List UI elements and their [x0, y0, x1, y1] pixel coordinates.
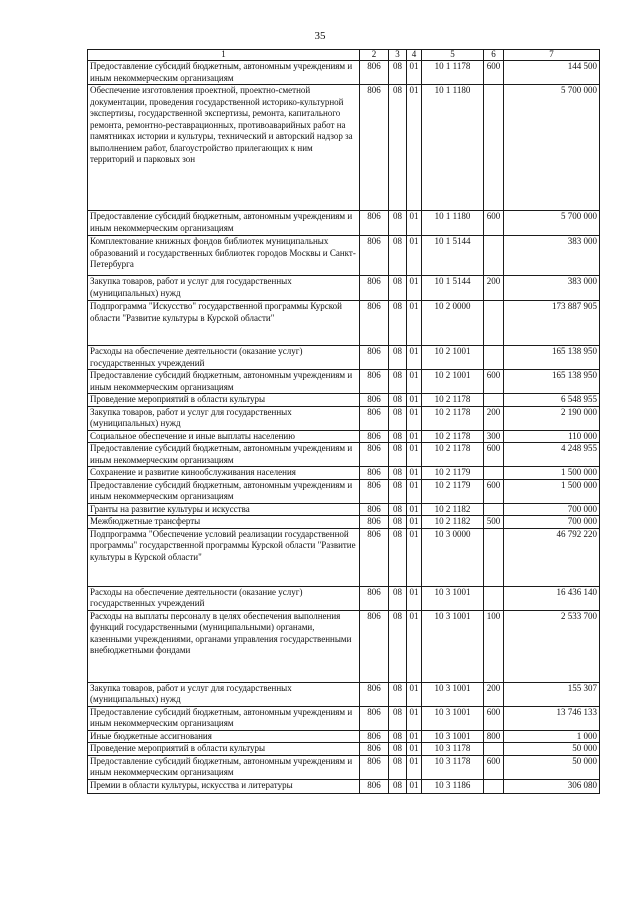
table-row	[88, 406, 600, 430]
section-code-cell: 08	[389, 682, 407, 706]
table-row	[88, 211, 600, 236]
table-row	[88, 61, 600, 85]
subsection-code-cell: 01	[407, 346, 422, 370]
subsection-code-cell: 01	[407, 301, 422, 346]
target-article-cell: 10 3 1001	[422, 682, 484, 706]
subsection-code-cell: 01	[407, 610, 422, 682]
amount-cell: 50 000	[504, 743, 600, 756]
row-name-cell: Межбюджетные трансферты	[88, 516, 360, 529]
row-name-cell: Иные бюджетные ассигнования	[88, 730, 360, 743]
section-code-cell: 08	[389, 586, 407, 610]
table-header-row	[88, 50, 600, 61]
target-article-cell: 10 1 5144	[422, 276, 484, 301]
expense-type-cell: 600	[484, 479, 504, 503]
ministry-code-cell: 806	[360, 346, 389, 370]
target-article-cell: 10 2 1001	[422, 346, 484, 370]
target-article-cell: 10 3 1178	[422, 743, 484, 756]
subsection-code-cell: 01	[407, 430, 422, 443]
expense-type-cell: 600	[484, 755, 504, 779]
section-code-cell: 08	[389, 755, 407, 779]
subsection-code-cell: 01	[407, 682, 422, 706]
amount-cell: 4 248 955	[504, 443, 600, 467]
table-row	[88, 706, 600, 730]
ministry-code-cell: 806	[360, 682, 389, 706]
expense-type-cell	[484, 394, 504, 407]
subsection-code-cell: 01	[407, 479, 422, 503]
subsection-code-cell: 01	[407, 394, 422, 407]
table-row	[88, 610, 600, 682]
subsection-code-cell: 01	[407, 516, 422, 529]
amount-cell: 13 746 133	[504, 706, 600, 730]
section-code-cell: 08	[389, 730, 407, 743]
target-article-cell: 10 2 1178	[422, 430, 484, 443]
ministry-code-cell: 806	[360, 467, 389, 480]
row-name-cell: Проведение мероприятий в области культуры	[88, 394, 360, 407]
budget-table	[87, 49, 600, 794]
table-row	[88, 682, 600, 706]
ministry-code-cell: 806	[360, 503, 389, 516]
target-article-cell: 10 2 1179	[422, 479, 484, 503]
column-header-7: 7	[504, 50, 600, 61]
expense-type-cell	[484, 528, 504, 586]
ministry-code-cell: 806	[360, 276, 389, 301]
column-header-3: 3	[389, 50, 407, 61]
table-row	[88, 467, 600, 480]
amount-cell: 383 000	[504, 276, 600, 301]
subsection-code-cell: 01	[407, 85, 422, 211]
section-code-cell: 08	[389, 394, 407, 407]
ministry-code-cell: 806	[360, 516, 389, 529]
row-name-cell: Социальное обеспечение и иные выплаты населению	[88, 430, 360, 443]
amount-cell: 50 000	[504, 755, 600, 779]
table-row	[88, 755, 600, 779]
subsection-code-cell: 01	[407, 503, 422, 516]
row-name-cell: Комплектование книжных фондов библиотек муниципальных образований и государственных библиотек городов Москвы и Санкт-Петербурга	[88, 236, 360, 276]
expense-type-cell: 600	[484, 61, 504, 85]
subsection-code-cell: 01	[407, 755, 422, 779]
target-article-cell: 10 2 1182	[422, 503, 484, 516]
target-article-cell: 10 3 0000	[422, 528, 484, 586]
table-row	[88, 301, 600, 346]
amount-cell: 2 190 000	[504, 406, 600, 430]
subsection-code-cell: 01	[407, 730, 422, 743]
row-name-cell: Закупка товаров, работ и услуг для государственных (муниципальных) нужд	[88, 276, 360, 301]
target-article-cell: 10 2 0000	[422, 301, 484, 346]
amount-cell: 16 436 140	[504, 586, 600, 610]
ministry-code-cell: 806	[360, 370, 389, 394]
target-article-cell: 10 2 1178	[422, 394, 484, 407]
section-code-cell: 08	[389, 85, 407, 211]
table-row	[88, 443, 600, 467]
section-code-cell: 08	[389, 61, 407, 85]
target-article-cell: 10 2 1182	[422, 516, 484, 529]
section-code-cell: 08	[389, 779, 407, 793]
target-article-cell: 10 3 1001	[422, 706, 484, 730]
row-name-cell: Предоставление субсидий бюджетным, автономным учреждениям и иным некоммерческим организациям	[88, 706, 360, 730]
amount-cell: 700 000	[504, 516, 600, 529]
table-row	[88, 370, 600, 394]
amount-cell: 165 138 950	[504, 370, 600, 394]
table-row	[88, 479, 600, 503]
section-code-cell: 08	[389, 610, 407, 682]
ministry-code-cell: 806	[360, 406, 389, 430]
expense-type-cell	[484, 779, 504, 793]
section-code-cell: 08	[389, 346, 407, 370]
section-code-cell: 08	[389, 479, 407, 503]
row-name-cell: Премии в области культуры, искусства и литературы	[88, 779, 360, 793]
expense-type-cell: 600	[484, 211, 504, 236]
column-header-4: 4	[407, 50, 422, 61]
subsection-code-cell: 01	[407, 406, 422, 430]
amount-cell: 165 138 950	[504, 346, 600, 370]
ministry-code-cell: 806	[360, 743, 389, 756]
target-article-cell: 10 2 1178	[422, 443, 484, 467]
expense-type-cell	[484, 743, 504, 756]
table-body	[88, 61, 600, 794]
table-row	[88, 394, 600, 407]
table-row	[88, 528, 600, 586]
target-article-cell: 10 2 1178	[422, 406, 484, 430]
section-code-cell: 08	[389, 443, 407, 467]
ministry-code-cell: 806	[360, 706, 389, 730]
subsection-code-cell: 01	[407, 467, 422, 480]
expense-type-cell: 500	[484, 516, 504, 529]
subsection-code-cell: 01	[407, 370, 422, 394]
section-code-cell: 08	[389, 503, 407, 516]
row-name-cell: Закупка товаров, работ и услуг для государственных (муниципальных) нужд	[88, 406, 360, 430]
amount-cell: 5 700 000	[504, 211, 600, 236]
target-article-cell: 10 2 1001	[422, 370, 484, 394]
subsection-code-cell: 01	[407, 276, 422, 301]
row-name-cell: Предоставление субсидий бюджетным, автономным учреждениям и иным некоммерческим организациям	[88, 61, 360, 85]
row-name-cell: Обеспечение изготовления проектной, проектно-сметной документации, проведения государственной историко-культурной экспертизы, государственной экспертизы, ремонта, капитального ремонта, ремонтно-реставрационных, противоаварийных работ на памятниках истории и культуры, технический и авторский надзор за выполнением работ, благоустройство прилегающих к ним территорий и парковых зон	[88, 85, 360, 211]
section-code-cell: 08	[389, 743, 407, 756]
ministry-code-cell: 806	[360, 479, 389, 503]
table-row	[88, 503, 600, 516]
column-header-6: 6	[484, 50, 504, 61]
expense-type-cell: 200	[484, 682, 504, 706]
subsection-code-cell: 01	[407, 61, 422, 85]
expense-type-cell: 800	[484, 730, 504, 743]
row-name-cell: Предоставление субсидий бюджетным, автономным учреждениям и иным некоммерческим организациям	[88, 479, 360, 503]
row-name-cell: Подпрограмма "Обеспечение условий реализации государственной программы" государственной программы Курской области "Развитие культуры в Курской области"	[88, 528, 360, 586]
subsection-code-cell: 01	[407, 443, 422, 467]
section-code-cell: 08	[389, 516, 407, 529]
table-row	[88, 779, 600, 793]
ministry-code-cell: 806	[360, 394, 389, 407]
ministry-code-cell: 806	[360, 779, 389, 793]
expense-type-cell	[484, 85, 504, 211]
table-row	[88, 516, 600, 529]
section-code-cell: 08	[389, 706, 407, 730]
target-article-cell: 10 3 1001	[422, 610, 484, 682]
ministry-code-cell: 806	[360, 755, 389, 779]
row-name-cell: Расходы на обеспечение деятельности (оказание услуг) государственных учреждений	[88, 346, 360, 370]
subsection-code-cell: 01	[407, 779, 422, 793]
amount-cell: 6 548 955	[504, 394, 600, 407]
row-name-cell: Расходы на обеспечение деятельности (оказание услуг) государственных учреждений	[88, 586, 360, 610]
section-code-cell: 08	[389, 528, 407, 586]
row-name-cell: Предоставление субсидий бюджетным, автономным учреждениям и иным некоммерческим организациям	[88, 370, 360, 394]
expense-type-cell	[484, 346, 504, 370]
amount-cell: 383 000	[504, 236, 600, 276]
page-number: 35	[314, 30, 326, 42]
subsection-code-cell: 01	[407, 528, 422, 586]
subsection-code-cell: 01	[407, 211, 422, 236]
expense-type-cell: 100	[484, 610, 504, 682]
amount-cell: 155 307	[504, 682, 600, 706]
row-name-cell: Предоставление субсидий бюджетным, автономным учреждениям и иным некоммерческим организациям	[88, 211, 360, 236]
amount-cell: 1 500 000	[504, 467, 600, 480]
amount-cell: 46 792 220	[504, 528, 600, 586]
table-row	[88, 85, 600, 211]
table-row	[88, 346, 600, 370]
ministry-code-cell: 806	[360, 211, 389, 236]
amount-cell: 173 887 905	[504, 301, 600, 346]
section-code-cell: 08	[389, 370, 407, 394]
target-article-cell: 10 1 1178	[422, 61, 484, 85]
row-name-cell: Предоставление субсидий бюджетным, автономным учреждениям и иным некоммерческим организациям	[88, 755, 360, 779]
subsection-code-cell: 01	[407, 743, 422, 756]
ministry-code-cell: 806	[360, 443, 389, 467]
expense-type-cell	[484, 301, 504, 346]
row-name-cell: Проведение мероприятий в области культуры	[88, 743, 360, 756]
section-code-cell: 08	[389, 406, 407, 430]
target-article-cell: 10 1 1180	[422, 85, 484, 211]
section-code-cell: 08	[389, 467, 407, 480]
target-article-cell: 10 1 5144	[422, 236, 484, 276]
section-code-cell: 08	[389, 430, 407, 443]
section-code-cell: 08	[389, 211, 407, 236]
ministry-code-cell: 806	[360, 236, 389, 276]
amount-cell: 5 700 000	[504, 85, 600, 211]
target-article-cell: 10 3 1186	[422, 779, 484, 793]
table-row	[88, 276, 600, 301]
expense-type-cell: 600	[484, 706, 504, 730]
expense-type-cell: 300	[484, 430, 504, 443]
ministry-code-cell: 806	[360, 730, 389, 743]
row-name-cell: Гранты на развитие культуры и искусства	[88, 503, 360, 516]
target-article-cell: 10 3 1178	[422, 755, 484, 779]
expense-type-cell	[484, 236, 504, 276]
expense-type-cell: 200	[484, 406, 504, 430]
ministry-code-cell: 806	[360, 85, 389, 211]
amount-cell: 144 500	[504, 61, 600, 85]
expense-type-cell	[484, 467, 504, 480]
ministry-code-cell: 806	[360, 528, 389, 586]
target-article-cell: 10 1 1180	[422, 211, 484, 236]
subsection-code-cell: 01	[407, 586, 422, 610]
section-code-cell: 08	[389, 236, 407, 276]
table-row	[88, 430, 600, 443]
amount-cell: 2 533 700	[504, 610, 600, 682]
section-code-cell: 08	[389, 301, 407, 346]
target-article-cell: 10 2 1179	[422, 467, 484, 480]
amount-cell: 1 500 000	[504, 479, 600, 503]
target-article-cell: 10 3 1001	[422, 730, 484, 743]
table-row	[88, 743, 600, 756]
row-name-cell: Сохранение и развитие кинообслуживания населения	[88, 467, 360, 480]
expense-type-cell	[484, 503, 504, 516]
row-name-cell: Подпрограмма "Искусство" государственной программы Курской области "Развитие культуры в Курской области"	[88, 301, 360, 346]
expense-type-cell	[484, 586, 504, 610]
amount-cell: 110 000	[504, 430, 600, 443]
ministry-code-cell: 806	[360, 301, 389, 346]
table-row	[88, 236, 600, 276]
ministry-code-cell: 806	[360, 610, 389, 682]
column-header-1: 1	[88, 50, 360, 61]
table-row	[88, 730, 600, 743]
column-header-5: 5	[422, 50, 484, 61]
ministry-code-cell: 806	[360, 586, 389, 610]
subsection-code-cell: 01	[407, 236, 422, 276]
row-name-cell: Предоставление субсидий бюджетным, автономным учреждениям и иным некоммерческим организациям	[88, 443, 360, 467]
amount-cell: 306 080	[504, 779, 600, 793]
amount-cell: 700 000	[504, 503, 600, 516]
section-code-cell: 08	[389, 276, 407, 301]
expense-type-cell: 600	[484, 443, 504, 467]
subsection-code-cell: 01	[407, 706, 422, 730]
amount-cell: 1 000	[504, 730, 600, 743]
row-name-cell: Закупка товаров, работ и услуг для государственных (муниципальных) нужд	[88, 682, 360, 706]
column-header-2: 2	[360, 50, 389, 61]
target-article-cell: 10 3 1001	[422, 586, 484, 610]
table-row	[88, 586, 600, 610]
ministry-code-cell: 806	[360, 430, 389, 443]
expense-type-cell: 200	[484, 276, 504, 301]
row-name-cell: Расходы на выплаты персоналу в целях обеспечения выполнения функций государственными (муниципальными) органами, казенными учреждениями, органами управления государственными внебюджетными фондами	[88, 610, 360, 682]
expense-type-cell: 600	[484, 370, 504, 394]
ministry-code-cell: 806	[360, 61, 389, 85]
